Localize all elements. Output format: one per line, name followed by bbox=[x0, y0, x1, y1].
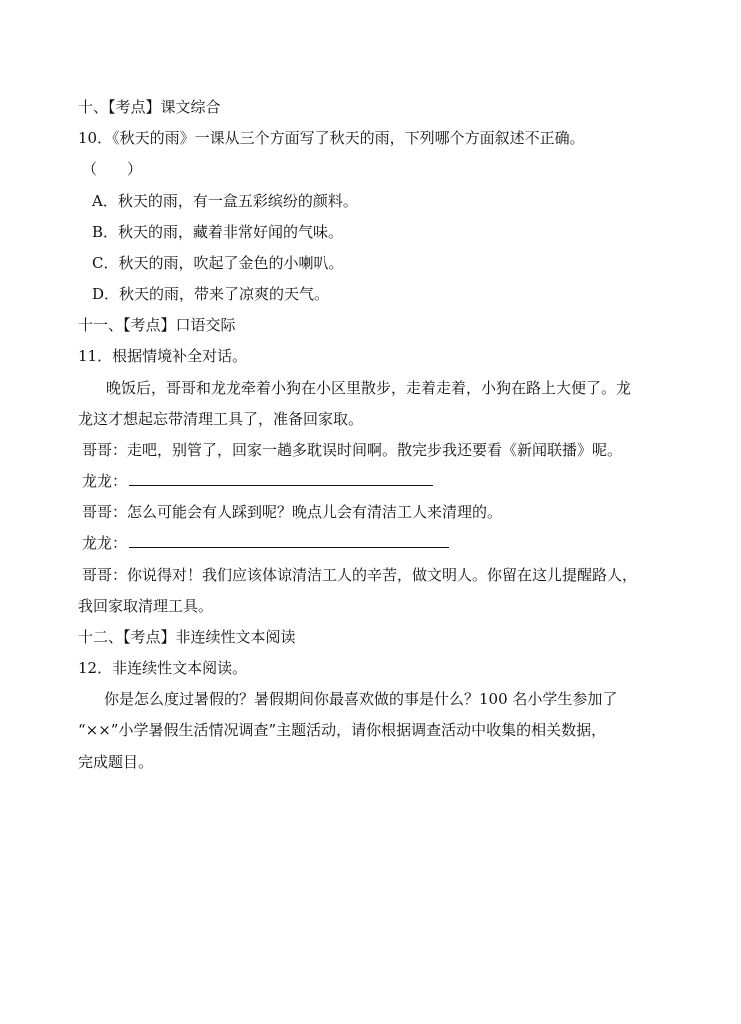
dialog-brother-2: 哥哥：怎么可能会有人踩到呢？晚点儿会有清洁工人来清理的。 bbox=[82, 503, 503, 521]
dialog-longlong-1 bbox=[82, 471, 433, 491]
section-11-tag: 【考点】 bbox=[123, 316, 176, 334]
question-12-text: 12．非连续性文本阅读。 bbox=[78, 659, 248, 677]
question-10-text: 10．《秋天的雨》一课从三个方面写了秋天的雨，下列哪个方面叙述不正确。 bbox=[78, 129, 585, 147]
question-11-text: 11．根据情境补全对话。 bbox=[78, 347, 248, 365]
question-10-option-b: B．秋天的雨，藏着非常好闻的气味。 bbox=[92, 223, 344, 241]
answer-blank-1[interactable] bbox=[129, 471, 433, 486]
section-10-tag: 【考点】 bbox=[108, 98, 161, 116]
section-11-topic: 口语交际 bbox=[175, 316, 236, 334]
longlong-label-1: 龙龙： bbox=[82, 472, 128, 490]
dialog-brother-3-line-2: 我回家取清理工具。 bbox=[78, 597, 214, 615]
question-12-intro-line-1: 你是怎么度过暑假的？暑假期间你最喜欢做的事是什么？100 名小学生参加了 bbox=[104, 690, 618, 708]
section-10-number: 十、 bbox=[78, 98, 109, 116]
answer-blank-2[interactable] bbox=[129, 533, 449, 548]
section-11-number: 十一、 bbox=[78, 316, 124, 334]
dialog-brother-3-line-1: 哥哥：你说得对！我们应该体谅清洁工人的辛苦，做文明人。你留在这儿提醒路人， bbox=[82, 566, 638, 584]
section-11-heading bbox=[78, 315, 236, 335]
question-10-option-d: D．秋天的雨，带来了凉爽的天气。 bbox=[92, 285, 330, 303]
section-12-number: 十二、 bbox=[78, 628, 124, 646]
question-11-scene-line-1: 晚饭后，哥哥和龙龙牵着小狗在小区里散步，走着走着，小狗在路上大便了。龙 bbox=[106, 379, 632, 397]
section-10-topic: 课文综合 bbox=[160, 98, 221, 116]
question-10-answer-paren: （ ） bbox=[82, 160, 143, 178]
section-12-heading bbox=[78, 627, 296, 647]
question-12-intro-line-3: 完成题目。 bbox=[78, 753, 154, 771]
question-10-option-a: A．秋天的雨，有一盒五彩缤纷的颜料。 bbox=[92, 192, 358, 210]
dialog-longlong-2 bbox=[82, 533, 449, 553]
section-12-topic: 非连续性文本阅读 bbox=[175, 628, 296, 646]
question-12-intro-line-2: “××”小学暑假生活情况调查”主题活动，请你根据调查活动中收集的相关数据， bbox=[78, 721, 607, 739]
longlong-label-2: 龙龙： bbox=[82, 534, 128, 552]
section-12-tag: 【考点】 bbox=[123, 628, 176, 646]
question-10-option-c: C．秋天的雨，吹起了金色的小喇叭。 bbox=[92, 254, 344, 272]
section-10-heading bbox=[78, 97, 221, 117]
dialog-brother-1: 哥哥：走吧，别管了，回家一趟多耽误时间啊。散完步我还要看《新闻联播》呢。 bbox=[82, 441, 623, 459]
question-11-scene-line-2: 龙这才想起忘带清理工具了，准备回家取。 bbox=[78, 410, 364, 428]
